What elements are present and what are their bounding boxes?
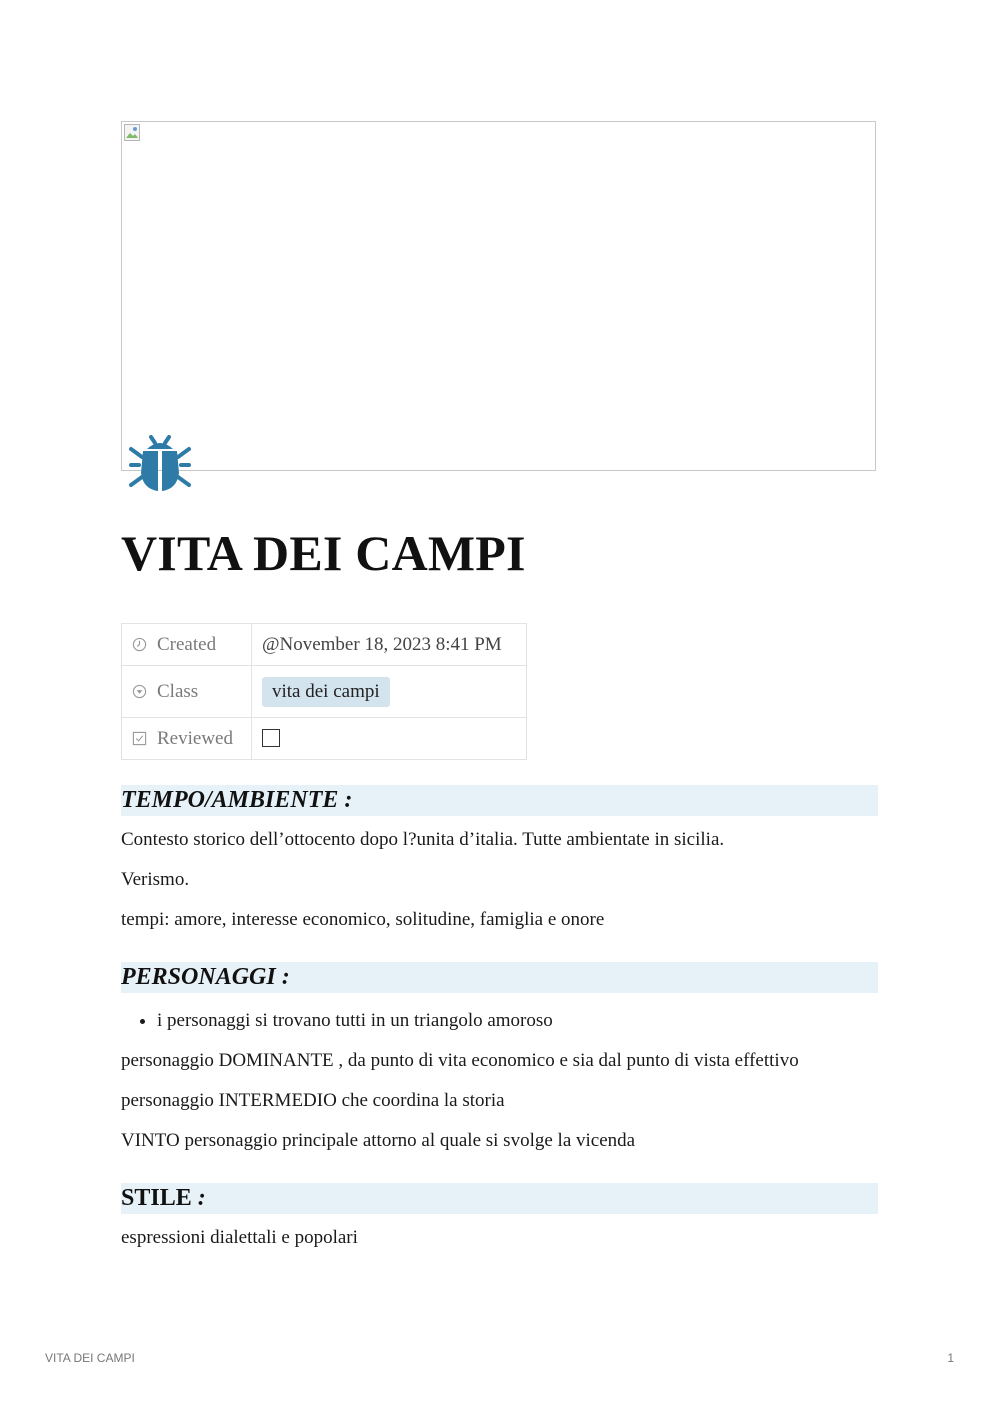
paragraph: Verismo. xyxy=(121,869,190,890)
list-item: • i personaggi si trovano tutti in un triangolo amoroso xyxy=(157,1009,878,1033)
footer-title: VITA DEI CAMPI xyxy=(45,1351,135,1365)
property-row-reviewed xyxy=(122,718,527,760)
paragraph: personaggio DOMINANTE , da punto di vita economico e sia dal punto di vista effettivo xyxy=(121,1050,799,1071)
paragraph: VINTO personaggio principale attorno al quale si svolge la vicenda xyxy=(121,1130,636,1151)
reviewed-checkbox[interactable] xyxy=(262,729,280,747)
property-row-created xyxy=(122,624,527,666)
broken-image-icon xyxy=(124,124,142,142)
property-value xyxy=(252,718,527,760)
page-title: VITA DEI CAMPI xyxy=(121,525,526,581)
section-heading-tempo: TEMPO/AMBIENTE : xyxy=(121,785,878,816)
property-value: @November 18, 2023 8:41 PM xyxy=(252,624,527,666)
page-number: 1 xyxy=(947,1351,954,1365)
property-label: Class xyxy=(157,680,199,702)
class-tag[interactable]: vita dei campi xyxy=(262,677,390,707)
paragraph: tempi: amore, interesse economico, solitudine, famiglia e onore xyxy=(121,909,605,930)
paragraph: Contesto storico dell’ottocento dopo l?unita d’italia. Tutte ambientate in sicilia. xyxy=(121,829,725,850)
bullet-list xyxy=(121,1009,878,1033)
paragraph: espressioni dialettali e popolari xyxy=(121,1227,358,1248)
heading-colon: : xyxy=(197,1185,206,1211)
property-key xyxy=(122,666,252,718)
property-label: Reviewed xyxy=(157,727,233,749)
property-key xyxy=(122,624,252,666)
property-key xyxy=(122,718,252,760)
property-value xyxy=(252,666,527,718)
section-heading-stile xyxy=(121,1183,878,1214)
clock-icon xyxy=(132,637,147,652)
cover-image xyxy=(121,121,876,471)
properties-table xyxy=(121,623,527,760)
bug-icon xyxy=(127,435,193,493)
heading-main: STILE xyxy=(121,1185,198,1211)
property-label: Created xyxy=(157,633,217,655)
select-icon xyxy=(132,684,147,699)
paragraph: personaggio INTERMEDIO che coordina la storia xyxy=(121,1090,505,1111)
page-content xyxy=(121,785,878,1250)
section-heading-personaggi: PERSONAGGI : xyxy=(121,962,878,993)
checkbox-icon xyxy=(132,731,147,746)
property-row-class xyxy=(122,666,527,718)
